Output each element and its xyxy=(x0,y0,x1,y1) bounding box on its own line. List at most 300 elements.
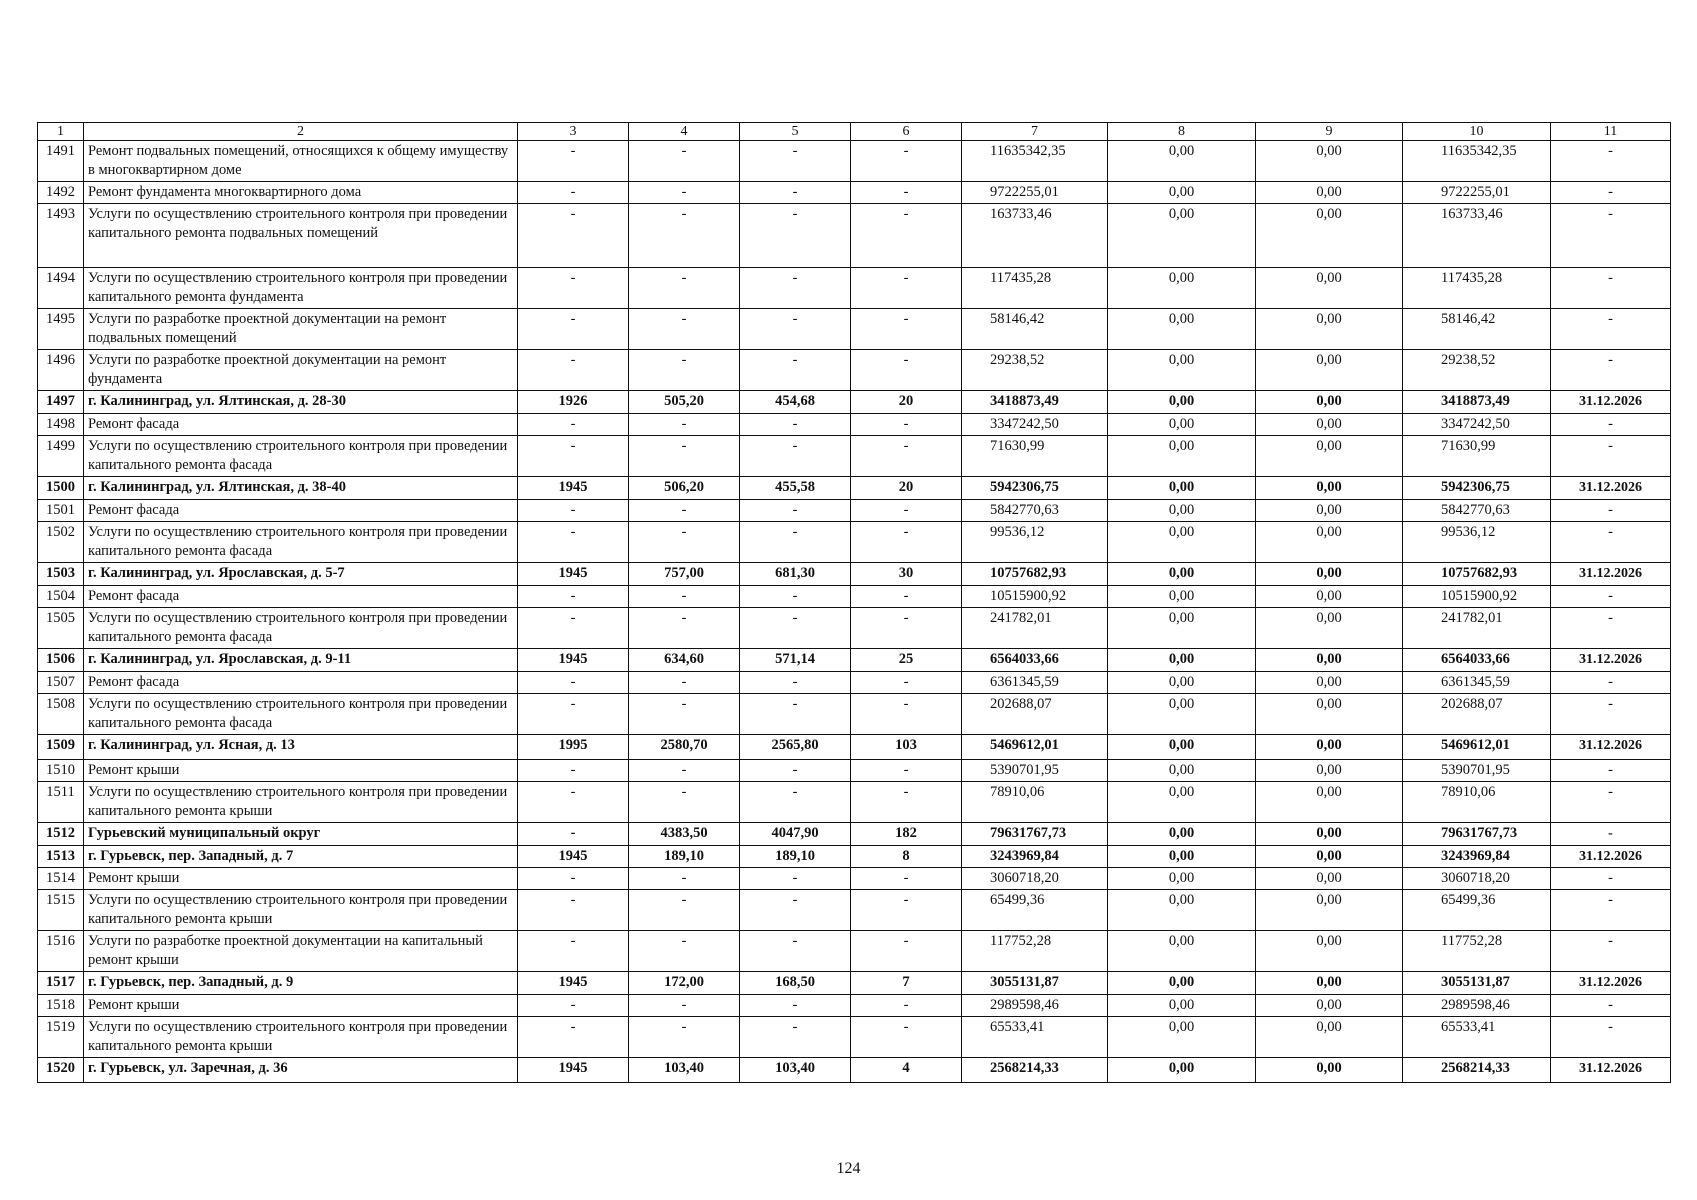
page-number: 124 xyxy=(836,1160,861,1177)
row-value-cell: 103,40 xyxy=(740,1058,851,1083)
row-value-cell: 0,00 xyxy=(1108,1058,1256,1083)
row-cost-cell: 5390701,95 xyxy=(1403,760,1551,782)
row-value-cell: - xyxy=(518,522,629,563)
row-total-cost-cell: 58146,42 xyxy=(962,309,1108,350)
row-total-cost-cell: 71630,99 xyxy=(962,436,1108,477)
row-value-cell: - xyxy=(629,608,740,649)
row-value-cell: 2565,80 xyxy=(740,735,851,760)
row-value-cell: - xyxy=(740,868,851,890)
row-value-cell: - xyxy=(518,890,629,931)
row-cost-cell: 29238,52 xyxy=(1403,350,1551,391)
row-number-cell: 1516 xyxy=(38,931,84,972)
row-value-cell: 0,00 xyxy=(1108,350,1256,391)
row-name-cell: Услуги по осуществлению строительного контроля при проведении капитального ремонта крыши xyxy=(84,890,518,931)
row-number-cell: 1495 xyxy=(38,309,84,350)
row-value-cell: 506,20 xyxy=(629,477,740,500)
row-value-cell: 30 xyxy=(851,563,962,586)
row-value-cell: 0,00 xyxy=(1256,995,1403,1017)
table-row-address xyxy=(38,823,1671,846)
row-value-cell: 0,00 xyxy=(1256,586,1403,608)
row-value-cell: - xyxy=(518,782,629,823)
row-value-cell: - xyxy=(629,522,740,563)
row-value-cell: 103,40 xyxy=(629,1058,740,1083)
row-value-cell: - xyxy=(740,182,851,204)
row-name-cell: Услуги по разработке проектной документации на капитальный ремонт крыши xyxy=(84,931,518,972)
table-row-item xyxy=(38,141,1671,182)
table-row-item xyxy=(38,672,1671,694)
column-header-cell: 11 xyxy=(1551,123,1671,141)
row-name-cell: Услуги по осуществлению строительного контроля при проведении капитального ремонта крыши xyxy=(84,782,518,823)
row-name-cell: г. Калининград, ул. Ярославская, д. 5-7 xyxy=(84,563,518,586)
row-value-cell: - xyxy=(740,931,851,972)
row-value-cell: - xyxy=(851,1017,962,1058)
row-value-cell: - xyxy=(518,586,629,608)
row-cost-cell: 5842770,63 xyxy=(1403,500,1551,522)
row-number-cell: 1502 xyxy=(38,522,84,563)
table-row-item xyxy=(38,500,1671,522)
row-name-cell: Ремонт фасада xyxy=(84,586,518,608)
row-value-cell: 0,00 xyxy=(1108,563,1256,586)
row-value-cell: - xyxy=(629,694,740,735)
row-total-cost-cell: 10515900,92 xyxy=(962,586,1108,608)
row-total-cost-cell: 6564033,66 xyxy=(962,649,1108,672)
row-name-cell: Ремонт фасада xyxy=(84,500,518,522)
row-value-cell: - xyxy=(851,608,962,649)
row-number-cell: 1509 xyxy=(38,735,84,760)
row-deadline-cell: - xyxy=(1551,182,1671,204)
row-value-cell: 0,00 xyxy=(1108,760,1256,782)
row-value-cell: 8 xyxy=(851,846,962,868)
row-number-cell: 1496 xyxy=(38,350,84,391)
row-cost-cell: 202688,07 xyxy=(1403,694,1551,735)
table-row-address xyxy=(38,391,1671,414)
row-name-cell: г. Гурьевск, пер. Западный, д. 9 xyxy=(84,972,518,995)
row-value-cell: - xyxy=(518,823,629,846)
row-deadline-cell: - xyxy=(1551,782,1671,823)
row-number-cell: 1510 xyxy=(38,760,84,782)
row-value-cell: 681,30 xyxy=(740,563,851,586)
row-value-cell: - xyxy=(629,500,740,522)
row-number-cell: 1517 xyxy=(38,972,84,995)
row-value-cell: 0,00 xyxy=(1256,782,1403,823)
row-value-cell: - xyxy=(851,309,962,350)
row-value-cell: - xyxy=(629,760,740,782)
row-cost-cell: 5942306,75 xyxy=(1403,477,1551,500)
row-value-cell: - xyxy=(629,1017,740,1058)
table-row-item xyxy=(38,782,1671,823)
table-row-item xyxy=(38,931,1671,972)
table-row-address xyxy=(38,477,1671,500)
row-number-cell: 1501 xyxy=(38,500,84,522)
column-header-cell: 8 xyxy=(1108,123,1256,141)
column-header-cell: 3 xyxy=(518,123,629,141)
table-row-item xyxy=(38,890,1671,931)
row-cost-cell: 58146,42 xyxy=(1403,309,1551,350)
row-value-cell: 2580,70 xyxy=(629,735,740,760)
row-number-cell: 1514 xyxy=(38,868,84,890)
table-row-item xyxy=(38,204,1671,268)
row-cost-cell: 2568214,33 xyxy=(1403,1058,1551,1083)
row-value-cell: - xyxy=(518,436,629,477)
row-value-cell: - xyxy=(629,204,740,268)
row-value-cell: 0,00 xyxy=(1108,890,1256,931)
row-deadline-cell: 31.12.2026 xyxy=(1551,735,1671,760)
row-value-cell: 0,00 xyxy=(1108,782,1256,823)
row-value-cell: 0,00 xyxy=(1108,436,1256,477)
row-cost-cell: 71630,99 xyxy=(1403,436,1551,477)
row-value-cell: 0,00 xyxy=(1256,391,1403,414)
row-value-cell: - xyxy=(740,204,851,268)
row-number-cell: 1507 xyxy=(38,672,84,694)
row-value-cell: - xyxy=(629,268,740,309)
table-row-item xyxy=(38,350,1671,391)
row-name-cell: Услуги по осуществлению строительного контроля при проведении капитального ремонта фасада xyxy=(84,694,518,735)
row-deadline-cell: - xyxy=(1551,890,1671,931)
row-cost-cell: 3243969,84 xyxy=(1403,846,1551,868)
row-total-cost-cell: 3243969,84 xyxy=(962,846,1108,868)
row-cost-cell: 78910,06 xyxy=(1403,782,1551,823)
row-value-cell: 0,00 xyxy=(1108,522,1256,563)
row-name-cell: Ремонт фасада xyxy=(84,414,518,436)
row-value-cell: - xyxy=(629,995,740,1017)
table-row-item xyxy=(38,995,1671,1017)
row-value-cell: - xyxy=(629,309,740,350)
row-value-cell: - xyxy=(851,995,962,1017)
row-total-cost-cell: 79631767,73 xyxy=(962,823,1108,846)
row-value-cell: - xyxy=(740,995,851,1017)
row-name-cell: Услуги по осуществлению строительного контроля при проведении капитального ремонта фасада xyxy=(84,436,518,477)
row-value-cell: 0,00 xyxy=(1256,823,1403,846)
row-total-cost-cell: 3060718,20 xyxy=(962,868,1108,890)
row-cost-cell: 163733,46 xyxy=(1403,204,1551,268)
row-total-cost-cell: 2989598,46 xyxy=(962,995,1108,1017)
row-name-cell: Гурьевский муниципальный округ xyxy=(84,823,518,846)
row-value-cell: 0,00 xyxy=(1108,735,1256,760)
row-value-cell: 1945 xyxy=(518,477,629,500)
row-number-cell: 1508 xyxy=(38,694,84,735)
row-value-cell: 1945 xyxy=(518,1058,629,1083)
row-deadline-cell: - xyxy=(1551,823,1671,846)
row-value-cell: - xyxy=(518,931,629,972)
row-number-cell: 1511 xyxy=(38,782,84,823)
row-value-cell: 0,00 xyxy=(1108,972,1256,995)
column-header-cell: 2 xyxy=(84,123,518,141)
table-row-item xyxy=(38,1017,1671,1058)
row-value-cell: 0,00 xyxy=(1256,204,1403,268)
row-value-cell: - xyxy=(518,672,629,694)
table-row-item xyxy=(38,760,1671,782)
row-value-cell: 4047,90 xyxy=(740,823,851,846)
row-total-cost-cell: 202688,07 xyxy=(962,694,1108,735)
row-cost-cell: 11635342,35 xyxy=(1403,141,1551,182)
column-header-cell: 1 xyxy=(38,123,84,141)
row-value-cell: 0,00 xyxy=(1108,608,1256,649)
row-cost-cell: 10515900,92 xyxy=(1403,586,1551,608)
row-value-cell: 0,00 xyxy=(1108,309,1256,350)
row-value-cell: - xyxy=(518,694,629,735)
row-total-cost-cell: 5942306,75 xyxy=(962,477,1108,500)
column-header-cell: 9 xyxy=(1256,123,1403,141)
row-value-cell: 189,10 xyxy=(740,846,851,868)
row-total-cost-cell: 163733,46 xyxy=(962,204,1108,268)
row-name-cell: Ремонт подвальных помещений, относящихся к общему имуществу в многоквартирном доме xyxy=(84,141,518,182)
row-value-cell: 0,00 xyxy=(1256,608,1403,649)
row-name-cell: Ремонт крыши xyxy=(84,995,518,1017)
row-value-cell: - xyxy=(740,782,851,823)
row-value-cell: 0,00 xyxy=(1108,391,1256,414)
row-deadline-cell: - xyxy=(1551,995,1671,1017)
row-value-cell: - xyxy=(740,522,851,563)
row-value-cell: 0,00 xyxy=(1256,522,1403,563)
row-value-cell: 1926 xyxy=(518,391,629,414)
table-row-item xyxy=(38,414,1671,436)
row-deadline-cell: - xyxy=(1551,414,1671,436)
table-row-address xyxy=(38,649,1671,672)
row-value-cell: 168,50 xyxy=(740,972,851,995)
row-name-cell: Ремонт крыши xyxy=(84,868,518,890)
row-value-cell: - xyxy=(629,782,740,823)
row-value-cell: 0,00 xyxy=(1256,890,1403,931)
row-cost-cell: 5469612,01 xyxy=(1403,735,1551,760)
row-cost-cell: 10757682,93 xyxy=(1403,563,1551,586)
row-total-cost-cell: 117752,28 xyxy=(962,931,1108,972)
row-number-cell: 1519 xyxy=(38,1017,84,1058)
row-value-cell: - xyxy=(518,608,629,649)
column-header-cell: 6 xyxy=(851,123,962,141)
row-cost-cell: 3347242,50 xyxy=(1403,414,1551,436)
row-value-cell: 0,00 xyxy=(1256,500,1403,522)
row-number-cell: 1513 xyxy=(38,846,84,868)
row-total-cost-cell: 11635342,35 xyxy=(962,141,1108,182)
row-value-cell: 0,00 xyxy=(1108,694,1256,735)
row-number-cell: 1515 xyxy=(38,890,84,931)
row-value-cell: 189,10 xyxy=(629,846,740,868)
row-name-cell: г. Калининград, ул. Ясная, д. 13 xyxy=(84,735,518,760)
row-value-cell: - xyxy=(851,350,962,391)
row-value-cell: - xyxy=(629,436,740,477)
row-deadline-cell: - xyxy=(1551,350,1671,391)
row-value-cell: - xyxy=(851,436,962,477)
row-number-cell: 1500 xyxy=(38,477,84,500)
row-total-cost-cell: 2568214,33 xyxy=(962,1058,1108,1083)
row-value-cell: - xyxy=(629,414,740,436)
row-value-cell: - xyxy=(740,672,851,694)
row-value-cell: - xyxy=(740,141,851,182)
row-value-cell: 0,00 xyxy=(1108,204,1256,268)
row-value-cell: - xyxy=(851,890,962,931)
row-name-cell: Услуги по разработке проектной документации на ремонт фундамента xyxy=(84,350,518,391)
row-number-cell: 1493 xyxy=(38,204,84,268)
row-number-cell: 1494 xyxy=(38,268,84,309)
row-value-cell: 4 xyxy=(851,1058,962,1083)
row-value-cell: - xyxy=(518,141,629,182)
row-value-cell: 182 xyxy=(851,823,962,846)
row-number-cell: 1497 xyxy=(38,391,84,414)
row-value-cell: 0,00 xyxy=(1108,414,1256,436)
row-name-cell: Ремонт крыши xyxy=(84,760,518,782)
row-total-cost-cell: 3347242,50 xyxy=(962,414,1108,436)
table-row-address xyxy=(38,846,1671,868)
row-value-cell: - xyxy=(740,760,851,782)
row-cost-cell: 241782,01 xyxy=(1403,608,1551,649)
row-value-cell: 505,20 xyxy=(629,391,740,414)
row-deadline-cell: 31.12.2026 xyxy=(1551,649,1671,672)
row-value-cell: - xyxy=(629,141,740,182)
row-value-cell: - xyxy=(851,586,962,608)
row-value-cell: - xyxy=(851,268,962,309)
row-value-cell: - xyxy=(518,500,629,522)
row-value-cell: 0,00 xyxy=(1108,649,1256,672)
row-cost-cell: 99536,12 xyxy=(1403,522,1551,563)
row-value-cell: 0,00 xyxy=(1256,868,1403,890)
row-value-cell: - xyxy=(851,672,962,694)
row-total-cost-cell: 3055131,87 xyxy=(962,972,1108,995)
capital-repair-table xyxy=(37,122,1671,1083)
row-deadline-cell: - xyxy=(1551,608,1671,649)
row-deadline-cell: - xyxy=(1551,436,1671,477)
row-value-cell: - xyxy=(629,672,740,694)
row-deadline-cell: - xyxy=(1551,931,1671,972)
row-cost-cell: 6361345,59 xyxy=(1403,672,1551,694)
row-cost-cell: 6564033,66 xyxy=(1403,649,1551,672)
row-value-cell: - xyxy=(851,522,962,563)
row-value-cell: - xyxy=(518,350,629,391)
row-value-cell: 0,00 xyxy=(1256,846,1403,868)
row-deadline-cell: - xyxy=(1551,141,1671,182)
row-deadline-cell: - xyxy=(1551,500,1671,522)
row-cost-cell: 79631767,73 xyxy=(1403,823,1551,846)
row-deadline-cell: - xyxy=(1551,760,1671,782)
row-cost-cell: 9722255,01 xyxy=(1403,182,1551,204)
row-cost-cell: 117435,28 xyxy=(1403,268,1551,309)
row-value-cell: - xyxy=(518,414,629,436)
row-value-cell: - xyxy=(629,182,740,204)
row-value-cell: 757,00 xyxy=(629,563,740,586)
row-value-cell: 0,00 xyxy=(1256,694,1403,735)
row-value-cell: 172,00 xyxy=(629,972,740,995)
row-value-cell: - xyxy=(629,586,740,608)
row-number-cell: 1498 xyxy=(38,414,84,436)
row-number-cell: 1503 xyxy=(38,563,84,586)
row-name-cell: г. Калининград, ул. Ярославская, д. 9-11 xyxy=(84,649,518,672)
row-value-cell: 0,00 xyxy=(1108,141,1256,182)
row-total-cost-cell: 65499,36 xyxy=(962,890,1108,931)
row-deadline-cell: 31.12.2026 xyxy=(1551,846,1671,868)
row-number-cell: 1520 xyxy=(38,1058,84,1083)
row-value-cell: 1945 xyxy=(518,846,629,868)
row-cost-cell: 3055131,87 xyxy=(1403,972,1551,995)
row-total-cost-cell: 6361345,59 xyxy=(962,672,1108,694)
row-value-cell: 0,00 xyxy=(1108,182,1256,204)
row-number-cell: 1506 xyxy=(38,649,84,672)
row-value-cell: 0,00 xyxy=(1256,672,1403,694)
row-value-cell: 0,00 xyxy=(1256,972,1403,995)
row-value-cell: 0,00 xyxy=(1108,1017,1256,1058)
row-total-cost-cell: 5469612,01 xyxy=(962,735,1108,760)
row-name-cell: Ремонт фундамента многоквартирного дома xyxy=(84,182,518,204)
table-row-item xyxy=(38,309,1671,350)
column-header-cell: 7 xyxy=(962,123,1108,141)
row-value-cell: 0,00 xyxy=(1256,931,1403,972)
row-value-cell: 0,00 xyxy=(1108,477,1256,500)
row-value-cell: - xyxy=(851,182,962,204)
row-value-cell: 1945 xyxy=(518,649,629,672)
row-value-cell: - xyxy=(740,608,851,649)
row-value-cell: - xyxy=(518,760,629,782)
row-value-cell: 0,00 xyxy=(1108,672,1256,694)
row-value-cell: - xyxy=(740,586,851,608)
row-value-cell: 0,00 xyxy=(1256,268,1403,309)
row-value-cell: 0,00 xyxy=(1256,735,1403,760)
row-value-cell: 0,00 xyxy=(1256,141,1403,182)
row-value-cell: - xyxy=(851,414,962,436)
row-value-cell: 0,00 xyxy=(1256,1058,1403,1083)
row-value-cell: - xyxy=(851,868,962,890)
row-value-cell: 0,00 xyxy=(1256,436,1403,477)
row-total-cost-cell: 3418873,49 xyxy=(962,391,1108,414)
row-name-cell: Услуги по осуществлению строительного контроля при проведении капитального ремонта фасада xyxy=(84,608,518,649)
row-value-cell: - xyxy=(740,694,851,735)
row-value-cell: 20 xyxy=(851,477,962,500)
row-deadline-cell: - xyxy=(1551,1017,1671,1058)
table-row-item xyxy=(38,436,1671,477)
row-deadline-cell: - xyxy=(1551,868,1671,890)
row-value-cell: 1995 xyxy=(518,735,629,760)
table-row-address xyxy=(38,1058,1671,1083)
row-value-cell: - xyxy=(740,268,851,309)
row-value-cell: 0,00 xyxy=(1256,350,1403,391)
row-value-cell: 0,00 xyxy=(1256,760,1403,782)
row-total-cost-cell: 9722255,01 xyxy=(962,182,1108,204)
row-value-cell: 0,00 xyxy=(1256,649,1403,672)
row-value-cell: - xyxy=(851,500,962,522)
row-value-cell: 0,00 xyxy=(1108,931,1256,972)
row-value-cell: - xyxy=(518,1017,629,1058)
row-value-cell: - xyxy=(518,309,629,350)
row-cost-cell: 117752,28 xyxy=(1403,931,1551,972)
row-value-cell: 0,00 xyxy=(1256,309,1403,350)
row-deadline-cell: - xyxy=(1551,309,1671,350)
table-row-item xyxy=(38,868,1671,890)
row-deadline-cell: - xyxy=(1551,694,1671,735)
row-number-cell: 1512 xyxy=(38,823,84,846)
row-value-cell: - xyxy=(518,868,629,890)
row-value-cell: 0,00 xyxy=(1108,823,1256,846)
row-value-cell: 103 xyxy=(851,735,962,760)
row-deadline-cell: 31.12.2026 xyxy=(1551,1058,1671,1083)
row-value-cell: 0,00 xyxy=(1108,268,1256,309)
row-value-cell: - xyxy=(518,182,629,204)
row-value-cell: 0,00 xyxy=(1108,846,1256,868)
table-row-item xyxy=(38,182,1671,204)
row-value-cell: 0,00 xyxy=(1108,995,1256,1017)
table-row-item xyxy=(38,694,1671,735)
row-cost-cell: 65533,41 xyxy=(1403,1017,1551,1058)
row-value-cell: - xyxy=(629,931,740,972)
row-name-cell: Услуги по осуществлению строительного контроля при проведении капитального ремонта фундамента xyxy=(84,268,518,309)
row-name-cell: Услуги по разработке проектной документации на ремонт подвальных помещений xyxy=(84,309,518,350)
row-number-cell: 1491 xyxy=(38,141,84,182)
row-value-cell: 0,00 xyxy=(1108,868,1256,890)
row-value-cell: 20 xyxy=(851,391,962,414)
row-value-cell: - xyxy=(629,868,740,890)
row-name-cell: г. Калининград, ул. Ялтинская, д. 28-30 xyxy=(84,391,518,414)
row-cost-cell: 2989598,46 xyxy=(1403,995,1551,1017)
row-name-cell: г. Калининград, ул. Ялтинская, д. 38-40 xyxy=(84,477,518,500)
row-value-cell: - xyxy=(740,414,851,436)
row-total-cost-cell: 99536,12 xyxy=(962,522,1108,563)
row-value-cell: - xyxy=(518,995,629,1017)
